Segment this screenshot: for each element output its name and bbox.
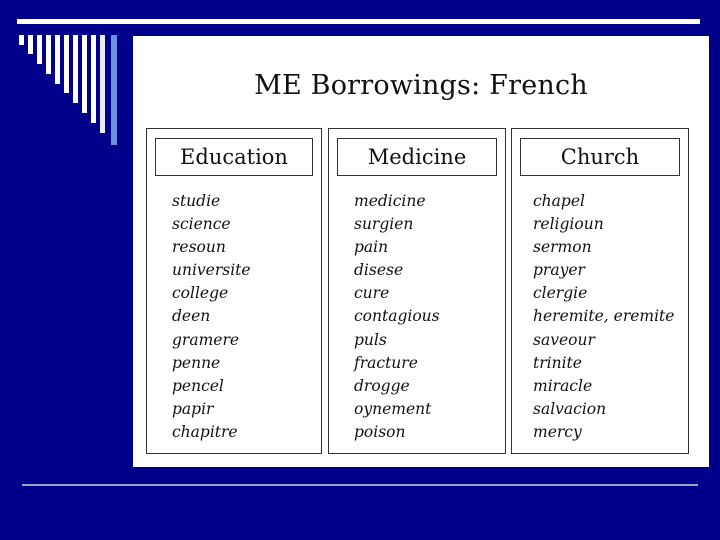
list-item: oynement [354,399,432,418]
list-item: poison [354,422,406,441]
list-item: chapel [533,192,585,210]
word-list [533,190,674,444]
list-item: heremite, eremite [533,307,675,326]
list-item: college [172,284,229,303]
column-church [511,128,689,454]
column-heading: Medicine [337,138,497,176]
list-item: fracture [354,353,418,372]
top-rule [17,19,700,24]
list-item: science [172,215,231,234]
list-item: trinite [533,353,582,372]
list-item: pencel [172,376,224,395]
word-list [172,190,251,444]
list-item: puls [354,330,387,349]
list-item: gramere [172,330,240,349]
list-item: deen [172,307,211,326]
list-item: drogge [354,376,410,395]
column-heading: Church [520,138,680,176]
list-item: studie [172,192,221,210]
bottom-rule [22,484,698,486]
list-item: religioun [533,215,604,234]
list-item: papir [172,399,214,418]
decorative-stripes [17,35,127,150]
list-item: miracle [533,376,593,395]
list-item: chapitre [172,422,238,441]
column-medicine [328,128,506,454]
list-item: pain [354,238,389,257]
list-item: clergie [533,284,588,303]
list-item: salvacion [533,399,607,418]
column-education [146,128,322,454]
list-item: prayer [533,261,585,280]
column-heading: Education [155,138,313,176]
list-item: resoun [172,238,226,257]
list-item: penne [172,353,221,372]
list-item: cure [354,284,390,303]
word-list [354,190,440,444]
list-item: universite [172,261,251,280]
slide-content-panel [133,36,709,467]
list-item: mercy [533,422,582,441]
list-item: surgien [354,215,414,234]
list-item: disese [354,261,404,280]
slide-title: ME Borrowings: French [254,70,588,101]
list-item: saveour [533,330,595,349]
list-item: medicine [354,192,426,210]
list-item: sermon [533,238,592,257]
list-item: contagious [354,307,440,326]
